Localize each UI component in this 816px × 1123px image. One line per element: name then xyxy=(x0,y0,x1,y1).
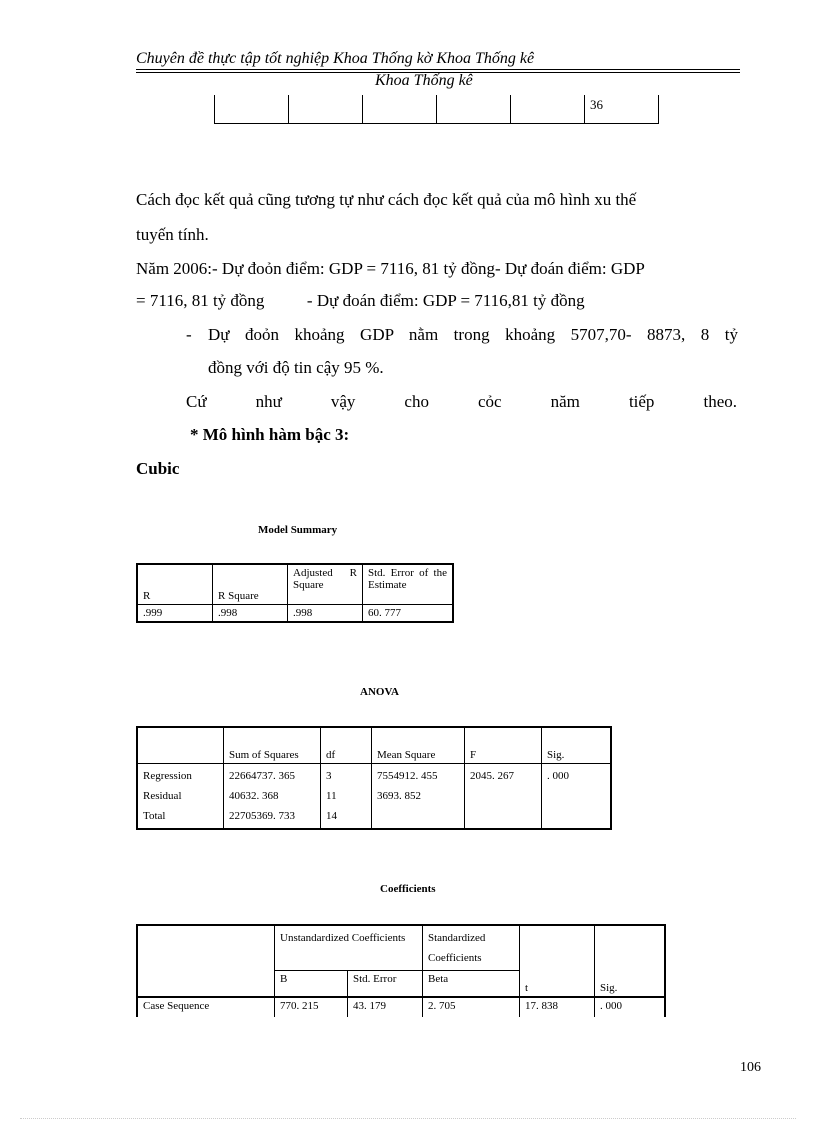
value: . 000 xyxy=(547,769,569,782)
word: như xyxy=(255,392,282,411)
model-summary-table xyxy=(136,563,454,623)
coefficients-table xyxy=(136,924,666,1017)
header-title: Chuyên đề thực tập tốt nghiệp Khoa Thống kờ Khoa Thống kê xyxy=(136,50,535,67)
paragraph: Cách đọc kết quả cũng tương tự như cách đọc kết quả của mô hình xu thế xyxy=(136,190,637,209)
table-cell: 2. 705 xyxy=(423,997,520,1017)
model-summary-caption: Model Summary xyxy=(258,524,338,536)
paragraph: tuyến tính. xyxy=(136,225,209,244)
word: cỏc xyxy=(478,392,502,411)
value: 22664737. 365 xyxy=(229,769,295,782)
table-cell xyxy=(321,763,372,829)
value: 40632. 368 xyxy=(229,789,279,802)
table-cell: 36 xyxy=(585,95,659,124)
table-cell: 17. 838 xyxy=(520,997,595,1017)
table-cell: .998 xyxy=(288,604,363,622)
paragraph: = 7116, 81 tỷ đồng - Dự đoán điểm: GDP = 7116,81 tỷ đồng xyxy=(136,291,585,310)
word: Cứ xyxy=(186,392,207,411)
table-cell: .998 xyxy=(213,604,288,622)
table-header: Beta xyxy=(423,971,520,997)
row-label: Case Sequence xyxy=(137,997,275,1017)
bullet-dash: - xyxy=(186,325,192,344)
table-cell: 43. 179 xyxy=(348,997,423,1017)
word: vậy xyxy=(330,392,356,411)
table-cell: 770. 215 xyxy=(275,997,348,1017)
page-bottom-rule xyxy=(20,1118,796,1119)
table-header: t xyxy=(520,925,595,997)
table-cell xyxy=(137,763,224,829)
table-header: Sum of Squares xyxy=(224,727,321,763)
table-cell xyxy=(137,925,275,997)
table-cell xyxy=(437,95,511,124)
table-header-group: Standardized Coefficients xyxy=(423,925,520,971)
table-header-group: Unstandardized Coefficients xyxy=(275,925,423,971)
coefficients-caption: Coefficients xyxy=(380,883,436,895)
section-heading: * Mô hình hàm bậc 3: xyxy=(190,425,350,444)
table-header: Std. Error xyxy=(348,971,423,997)
value: 2045. 267 xyxy=(470,769,514,782)
row-label: Regression xyxy=(143,769,192,782)
table-header: R xyxy=(137,564,213,604)
table-header xyxy=(137,727,224,763)
word: năm xyxy=(550,392,580,411)
table-cell xyxy=(215,95,289,124)
table-header: B xyxy=(275,971,348,997)
value: 7554912. 455 xyxy=(377,769,438,782)
word: cho xyxy=(404,392,429,411)
row-label: Residual xyxy=(143,789,182,802)
table-cell: . 000 xyxy=(595,997,666,1017)
table-cell xyxy=(289,95,363,124)
table-header: Mean Square xyxy=(372,727,465,763)
bullet-line: đồng với độ tin cậy 95 %. xyxy=(208,358,384,377)
table-header: Sig. xyxy=(542,727,612,763)
word: theo. xyxy=(703,392,737,411)
paragraph: Năm 2006:- Dự đoỏn điểm: GDP = 7116, 81 tỷ đồng- Dự đoán điểm: GDP xyxy=(136,259,645,278)
table-cell xyxy=(363,95,437,124)
table-cell xyxy=(542,763,612,829)
value: 3693. 852 xyxy=(377,789,421,802)
anova-caption: ANOVA xyxy=(360,686,399,698)
table-header: F xyxy=(465,727,542,763)
table-header: df xyxy=(321,727,372,763)
value: 14 xyxy=(326,809,337,822)
table-cell: 60. 777 xyxy=(363,604,454,622)
table-header: Adjusted R Square xyxy=(288,564,363,604)
table-header: R Square xyxy=(213,564,288,604)
anova-table xyxy=(136,726,612,830)
value: 22705369. 733 xyxy=(229,809,295,822)
table-header: Std. Error of the Estimate xyxy=(363,564,454,604)
table-cell xyxy=(465,763,542,829)
value: 3 xyxy=(326,769,332,782)
page-number: 106 xyxy=(740,1060,761,1075)
table-cell: .999 xyxy=(137,604,213,622)
header-subtitle: Khoa Thống kê xyxy=(375,72,473,89)
word: tiếp xyxy=(628,392,655,411)
table-cell xyxy=(224,763,321,829)
top-table-fragment xyxy=(214,95,659,124)
table-header: Sig. xyxy=(595,925,666,997)
table-cell xyxy=(511,95,585,124)
value: 11 xyxy=(326,789,337,802)
table-cell xyxy=(372,763,465,829)
bullet-line: Dự đoỏn khoảng GDP nằm trong khoảng 5707,70- 8873, 8 tỷ xyxy=(208,325,738,344)
header-rule xyxy=(136,69,740,70)
continue-line xyxy=(186,392,737,412)
row-label: Total xyxy=(143,809,166,822)
model-label: Cubic xyxy=(136,459,180,478)
